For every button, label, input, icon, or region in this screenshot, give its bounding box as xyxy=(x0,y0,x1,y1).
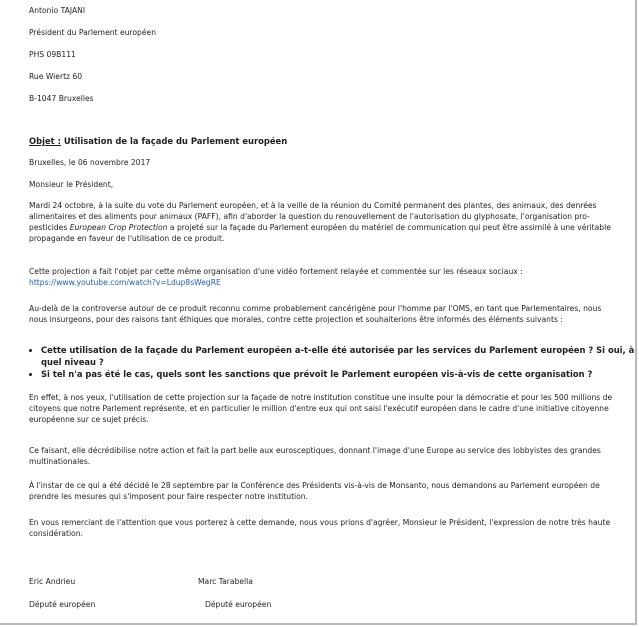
paragraph-6: À l'instar de ce qui a été décidé le 28 septembre par la Conférence des Présidents vis-à-vis de Monsanto, nous demandons au Parlement européen de prendre les mesures qui s'imposent pour faire respecter notre institution. xyxy=(29,481,600,501)
question-item: • Si tel n'a pas été le cas, quels sont les sanctions que prévoit le Parlement européen vis-à-vis de cette organisation ? xyxy=(41,369,639,381)
signature-name-1: Eric Andrieu xyxy=(29,577,76,586)
subject-line xyxy=(29,136,287,147)
date-line: Bruxelles, le 06 novembre 2017 xyxy=(29,158,151,167)
paragraph-1 xyxy=(29,200,615,244)
paragraph-1-end: a projeté sur la façade du Parlement européen du matériel de communication qui peut être assimilé à une véritable propagande en faveur de l'utilisation de ce produit. xyxy=(29,223,611,243)
recipient-title: Président du Parlement européen xyxy=(29,28,157,37)
paragraph-4: En effet, à nos yeux, l'utilisation de cette projection sur la façade de notre institution constitue une insulte pour la démocratie et pour les 500 millions de citoyens que notre Parlement représente, et en particulier le million d'entre eux qui ont saisi l'exécutif européen dans le cadre d'une initiative citoyenne européenne sur ce sujet précis. xyxy=(29,393,613,424)
signature-role-2: Député européen xyxy=(205,600,272,609)
paragraph-7: En vous remerciant de l'attention que vous porterez à cette demande, nous vous prions d'agréer, Monsieur le Président, l'expression de notre très haute considération. xyxy=(29,518,611,538)
recipient-name: Antonio TAJANI xyxy=(29,6,86,15)
questions-list xyxy=(22,345,639,382)
signature-name-2: Marc Tarabella xyxy=(198,577,253,586)
paragraph-2-text: Cette projection a fait l'objet par cette même organisation d'une vidéo fortement relayée et commentée sur les réseaux sociaux : xyxy=(29,267,523,276)
subject-label: Objet : xyxy=(29,136,61,146)
recipient-street: Rue Wiertz 60 xyxy=(29,72,83,81)
recipient-city: B-1047 Bruxelles xyxy=(29,94,94,103)
subject-text: Utilisation de la façade du Parlement européen xyxy=(60,136,288,146)
signature-role-1: Député européen xyxy=(29,600,96,609)
paragraph-2 xyxy=(29,266,615,288)
question-item: • Cette utilisation de la façade du Parlement européen a-t-elle été autorisée par les services du Parlement européen ? Si oui, à quel niveau ? xyxy=(41,345,639,368)
recipient-office: PHS 09B111 xyxy=(29,50,76,59)
salutation: Monsieur le Président, xyxy=(29,180,114,189)
video-link[interactable]: https://www.youtube.com/watch?v=Ldup8sWegRE xyxy=(29,278,221,287)
paragraph-5: Ce faisant, elle décrédibilise notre action et fait la part belle aux eurosceptiques, donnant l'image d'une Europe au service des lobbyistes des grandes multinationales. xyxy=(29,446,601,466)
paragraph-1-start: Mardi 24 octobre, à la suite du vote du Parlement européen, et à la veille de la réunion du Comité permanent des plantes, des animaux, des denrées alimentaires et des aliments pour animaux (PAFF), afin d'aborder la question du renouvellement de l'autorisation du glyphosate, l'organisation pro-pesticides xyxy=(29,201,597,232)
paragraph-3: Au-delà de la controverse autour de ce produit reconnu comme probablement cancérigène pour l'homme par l'OMS, en tant que Parlementaires, nous nous insurgeons, pour des raisons tant éthiques que morales, contre cette projection et souhaiterions être informés des éléments suivants : xyxy=(29,304,602,324)
paragraph-1-org: European Crop Protection xyxy=(69,223,168,232)
